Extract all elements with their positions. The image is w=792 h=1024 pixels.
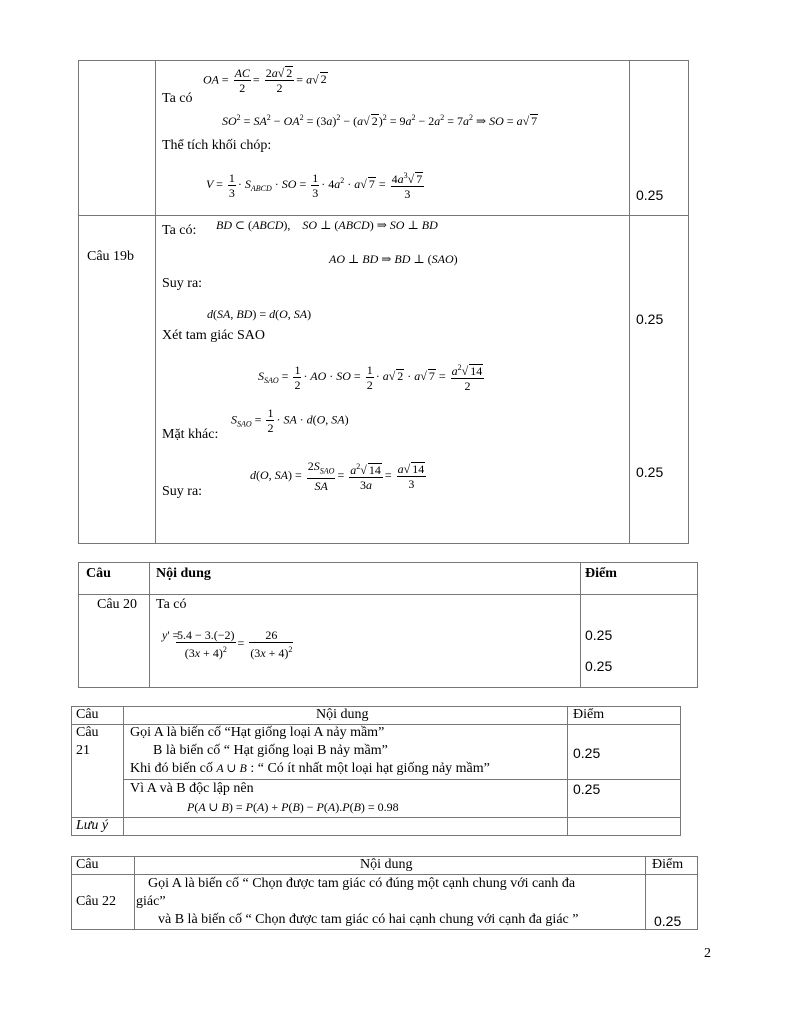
union-symbol: A ∪ B <box>216 761 247 775</box>
formula-distance: d(SA, BD) = d(O, SA) <box>207 307 312 321</box>
cau-20-label: Câu 20 <box>97 597 138 612</box>
cau-21-label-2: 21 <box>76 743 90 758</box>
independent-line: Vì A và B độc lập nên <box>130 781 254 796</box>
formula-area-sao: $S_{SAO}$ = $\frac{1}{2}$ · AO · SO = $\frac{1}{2}$ · a√ 2 · a√ 7 = $\frac{a^2√ 14}{2}$ <box>258 362 483 393</box>
formula-oa: OA = $\frac{AC}{2}$ = $\frac{2a√ 2}{2}$ = a√ 2 <box>203 66 327 95</box>
cau-22-label: Câu 22 <box>76 894 117 909</box>
formula-bd: BD ⊂ (ABCD), SO ⊥ (ABCD) ⇒ SO ⊥ BD <box>216 218 438 232</box>
ta-co-20: Ta có <box>156 597 187 612</box>
cau-19b-label: Câu 19b <box>87 249 135 264</box>
score-19b-2: 0.25 <box>636 464 664 480</box>
event-union-prefix: Khi đó biến cố <box>130 761 213 776</box>
ta-co-label-2: Ta có: <box>162 223 197 238</box>
score-20-1: 0.25 <box>585 627 613 643</box>
cau-21-label-1: Câu <box>76 725 99 740</box>
header-diem-22: Điểm <box>652 857 684 872</box>
header-diem: Điểm <box>585 566 617 581</box>
header-noi-dung-22: Nội dung <box>360 857 413 872</box>
event-a-22: Gọi A là biến cố “ Chọn được tam giác có đúng một cạnh chung với canh đa <box>148 876 576 891</box>
formula-area-sao-2: $S_{SAO}$ = $\frac{1}{2}$ · SA · d(O, SA) <box>231 406 349 435</box>
formula-ao-bd: AO ⊥ BD ⇒ BD ⊥ (SAO) <box>329 252 458 266</box>
the-tich-label: Thể tích khối chóp: <box>162 138 272 153</box>
page-number: 2 <box>704 946 711 961</box>
score-22: 0.25 <box>654 913 682 929</box>
header-noi-dung: Nội dung <box>156 566 211 581</box>
formula-so: $SO^2 = SA^2 - OA^2 = (3a)^2 - (a√$ $2)^2 = 9a^2 - 2a^2 = 7a^2$ ⇒ SO = a√ 7 <box>222 113 538 128</box>
formula-volume: V = $\frac{1}{3}$ · $S_{ABCD}$ · SO = $\frac{1}{3}$ · $4a^2 \cdot a√$ 7 = $\frac{4a^3√ 7}{3}$ <box>206 170 423 201</box>
ta-co-label: Ta có <box>162 91 193 106</box>
formula-derivative-full: $\frac{5.4 - 3.(-2)}{(3x + 4)^2}$ = $\frac{26}{(3x + 4)^2}$ <box>177 628 293 660</box>
event-a-line: Gọi A là biến cố “Hạt giống loại A nảy mầm” <box>130 725 385 740</box>
event-union-suffix: : “ Có ít nhất một loại hạt giống nảy mầm” <box>250 761 490 776</box>
luu-y-label: Lưu ý <box>76 818 109 833</box>
header-diem-21: Điểm <box>573 707 605 722</box>
event-b-line: B là biến cố “ Hạt giống loại B nảy mầm” <box>153 743 388 758</box>
header-cau-22: Câu <box>76 857 99 872</box>
suy-ra-label-2: Suy ra: <box>162 484 203 499</box>
event-union-line <box>130 761 490 777</box>
suy-ra-label: Suy ra: <box>162 276 203 291</box>
formula-derivative: y' = <box>162 628 180 642</box>
mat-khac-label: Mặt khác: <box>162 427 219 442</box>
score-19a: 0.25 <box>636 187 664 203</box>
score-cell-19b <box>630 216 689 544</box>
xet-tam-giac-label: Xét tam giác SAO <box>162 328 266 343</box>
header-cau-21: Câu <box>76 707 99 722</box>
label-cell-empty <box>79 61 156 216</box>
luu-y-score <box>568 818 681 836</box>
header-noi-dung-21: Nội dung <box>316 707 369 722</box>
formula-probability: P(A ∪ B) = P(A) + P(B) − P(A).P(B) = 0.98 <box>187 800 399 814</box>
score-21-1: 0.25 <box>573 745 601 761</box>
header-noi-dung-cell <box>150 563 581 595</box>
score-19b-1: 0.25 <box>636 311 664 327</box>
score-20-2: 0.25 <box>585 658 613 674</box>
score-21-2: 0.25 <box>573 781 601 797</box>
formula-final-distance: d(O, SA) = $\frac{2S_{SAO}}{SA}$ = $\frac{a^2√ 14}{3a}$ = $\frac{a√ 14}{3}$ <box>250 459 425 494</box>
header-cau: Câu <box>86 566 111 581</box>
luu-y-content <box>124 818 568 836</box>
event-b-22: và B là biến cố “ Chọn được tam giác có hai cạnh chung với cạnh đa giác ” <box>158 912 579 927</box>
event-a-22-cont: giác” <box>136 894 166 909</box>
